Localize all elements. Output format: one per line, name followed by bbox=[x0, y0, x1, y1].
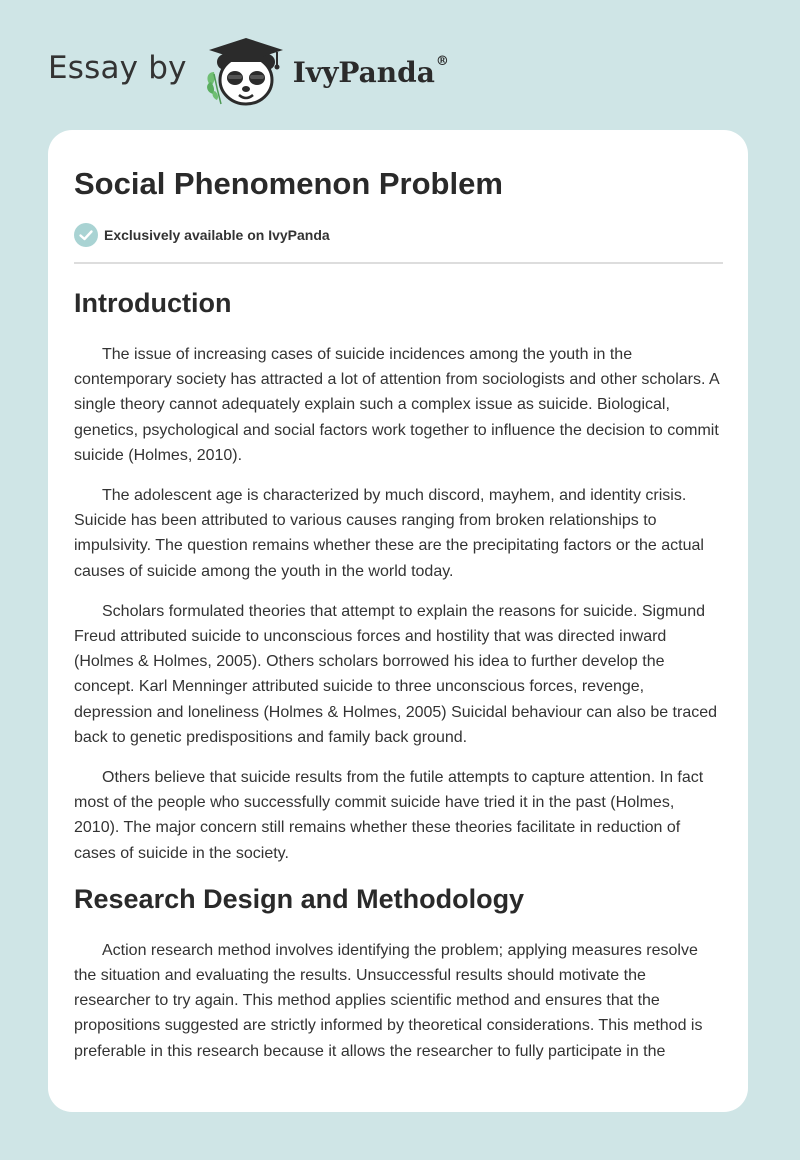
paragraph: The issue of increasing cases of suicide incidences among the youth in the contemporary society has attracted a lot of attention from sociologists and other scholars. A single theory cannot adequately explain such a complex issue as suicide. Biological, genetics, psychological and social factors work together to influence the decision to commit suicide (Holmes, 2010). bbox=[74, 346, 719, 464]
brand-name: IvyPanda® bbox=[292, 53, 449, 89]
essay-by-label: Essay by bbox=[48, 50, 187, 86]
article-body bbox=[74, 286, 722, 1064]
section-heading-research-design: Research Design and Methodology bbox=[74, 883, 525, 914]
registered-mark: ® bbox=[435, 53, 449, 69]
section-heading-introduction: Introduction bbox=[74, 288, 232, 318]
paragraph: Action research method involves identifying the problem; applying measures resolve the situation and evaluating the results. Unsuccessful results should motivate the researcher to try again. This method applies scientific method and ensures that the propositions suggested are strictly informed by theoretical considerations. This method is preferable in this research because it allows the researcher to fully participate in the bbox=[74, 941, 703, 1060]
essay-card bbox=[48, 130, 748, 1112]
paragraph: Scholars formulated theories that attempt to explain the reasons for suicide. Sigmund Freud attributed suicide to unconscious forces and hostility that was directed inward (Holmes & Holmes, 2005). Others scholars borrowed his idea to further develop the concept. Karl Menninger attributed suicide to three unconscious forces, revenge, depression and loneliness (Holmes & Holmes, 2005) Suicidal behaviour can also be traced back to genetic predispositions and family back ground. bbox=[74, 602, 718, 746]
divider bbox=[74, 262, 723, 264]
paragraph: The adolescent age is characterized by much discord, mayhem, and identity crisis. Suicide has been attributed to various causes ranging from broken relationships to impulsivity. The question remains whether these are the precipitating factors or the actual causes of suicide among the youth in the world today. bbox=[74, 487, 704, 580]
exclusive-label: Exclusively available on IvyPanda bbox=[104, 227, 330, 243]
paragraph: Others believe that suicide results from the futile attempts to capture attention. In fact most of the people who successfully commit suicide have tried it in the past (Holmes, 2010). The major concern still remains whether these theories facilitate in reduction of cases of suicide in the society. bbox=[74, 769, 704, 862]
page-title: Social Phenomenon Problem bbox=[74, 166, 503, 201]
check-circle-icon bbox=[74, 223, 98, 247]
exclusive-badge bbox=[74, 222, 722, 248]
ivypanda-logo-icon bbox=[201, 34, 291, 110]
brand-header bbox=[48, 36, 449, 108]
